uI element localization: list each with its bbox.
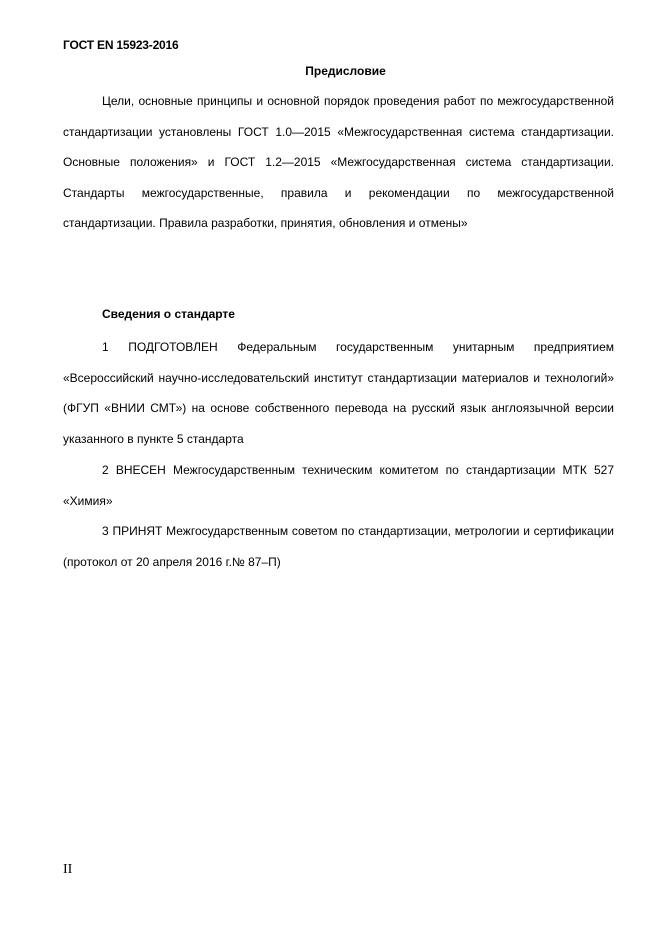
foreword-paragraph: Цели, основные принципы и основной порядок проведения работ по межгосударственной стандартизации установлены ГОСТ 1.0—2015 «Межгосударственная система стандартизации. Основные положения» и ГОСТ 1.2—2015 «Межгосударственная система стандартизации. Стандарты межгосударственные, правила и рекомендации по межгосударственной стандартизации. Правила разработки, принятия, обновления и отмены» bbox=[63, 94, 614, 231]
foreword-title: Предисловие bbox=[305, 64, 386, 78]
standard-info-item-1: 1 ПОДГОТОВЛЕН Федеральным государственным унитарным предприятием «Всероссийский научно-исследовательский институт стандартизации материалов и технологий» (ФГУП «ВНИИ СМТ») на основе собственного перевода на русский язык англоязычной версии указанного в пункте 5 стандарта bbox=[63, 340, 614, 446]
standard-info-item-3: 3 ПРИНЯТ Межгосударственным советом по стандартизации, метрологии и сертификации (протокол от 20 апреля 2016 г.№ 87–П) bbox=[63, 524, 614, 569]
standard-info-title: Сведения о стандарте bbox=[102, 307, 235, 321]
standard-info-item-2: 2 ВНЕСЕН Межгосударственным техническим комитетом по стандартизации МТК 527 «Химия» bbox=[63, 463, 614, 508]
document-code: ГОСТ EN 15923-2016 bbox=[63, 38, 179, 52]
page-number: II bbox=[63, 862, 73, 877]
